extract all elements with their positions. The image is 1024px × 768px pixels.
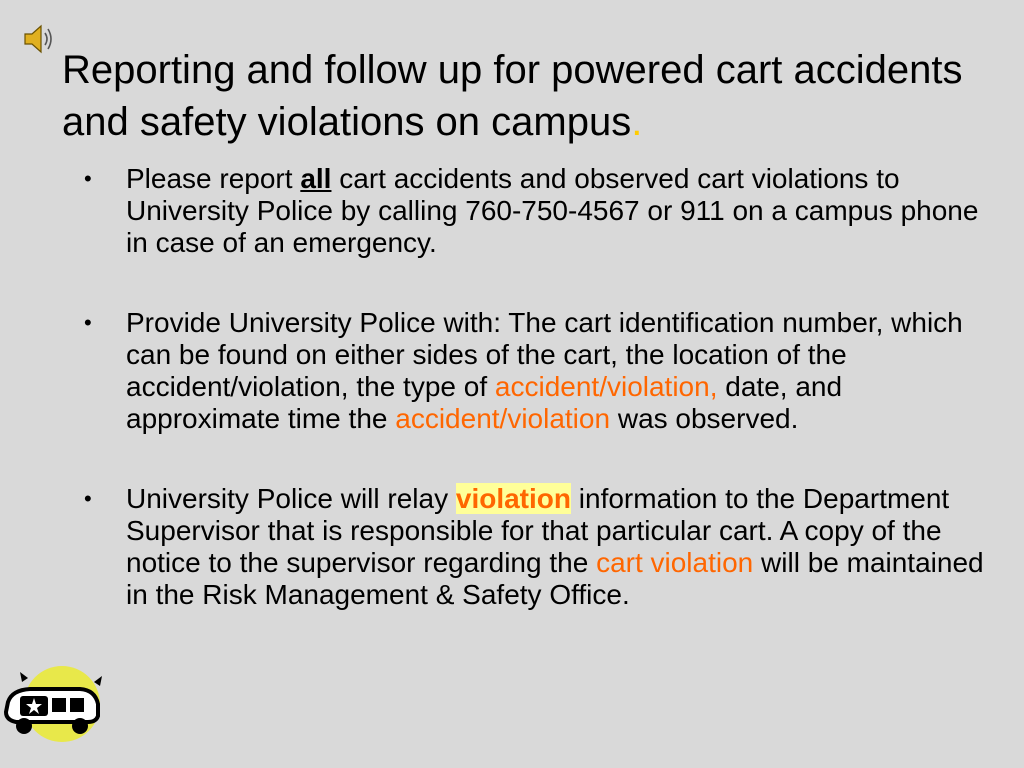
bullet-text: University Police will relay: [126, 483, 456, 514]
bullet-text: cart accidents and observed cart violations to University Police by calling 760-750-4567 or 911 on a campus phone in case of an emergency.: [126, 163, 979, 258]
bullet-text: Provide University Police with: The cart identification number, which can be found on either sides of the cart, the location of the accident/violation, the type of: [126, 307, 963, 402]
bullet-list: [84, 163, 989, 659]
bullet-report-all: [84, 163, 989, 259]
bullet-text: information to the Department Supervisor that is responsible for that particular cart. A copy of the notice to the supervisor regarding the: [126, 483, 950, 578]
highlight-violation: violation: [455, 483, 571, 514]
slide-title-dot: .: [631, 100, 643, 144]
bullet-marker: •: [84, 486, 92, 511]
bullet-marker: •: [84, 166, 92, 191]
bullet-text: Please report: [126, 163, 301, 194]
slide-title: [62, 44, 992, 148]
bullet-text: will be maintained in the Risk Management & Safety Office.: [126, 547, 984, 610]
bullet-relay-violation: [84, 483, 989, 611]
bullet-provide-info: [84, 307, 989, 435]
highlight-cart-violation: cart violation: [596, 547, 754, 578]
speaker-icon[interactable]: [22, 22, 58, 56]
bullet-text: date, and approximate time the: [126, 371, 843, 434]
highlight-accident-violation: accident/violation: [395, 403, 611, 434]
emphasis-all: all: [300, 163, 332, 194]
bullet-text: was observed.: [610, 403, 799, 434]
bullet-marker: •: [84, 310, 92, 335]
golf-cart-icon: [0, 664, 108, 744]
slide-title-text: Reporting and follow up for powered cart accidents and safety violations on campus: [62, 48, 963, 144]
highlight-accident-violation: accident/violation,: [494, 371, 718, 402]
